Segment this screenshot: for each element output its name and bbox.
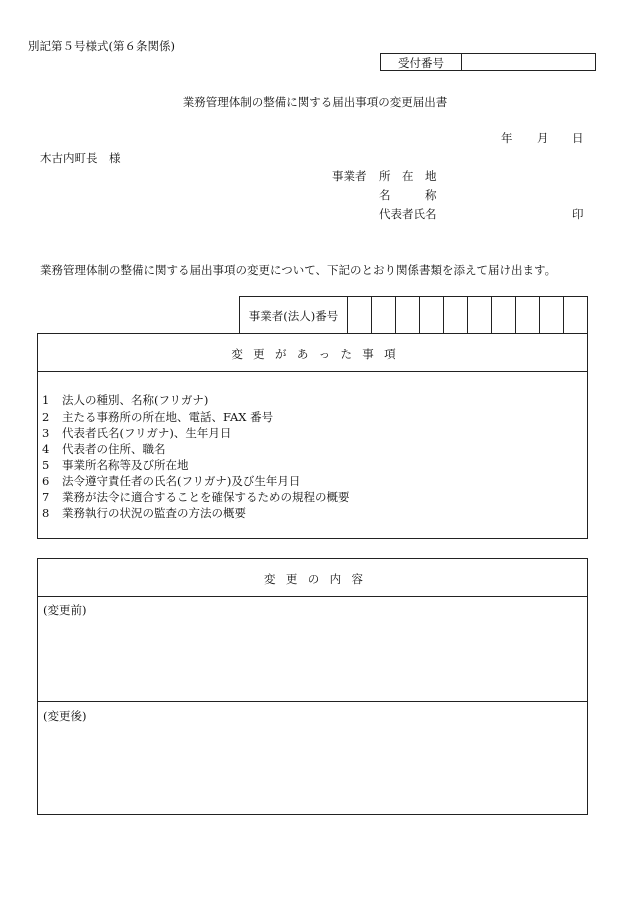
after-change-label: (変更後): [43, 709, 87, 723]
digit-cell[interactable]: [395, 297, 396, 333]
list-item: 3 代表者氏名(フリガナ)、生年月日: [42, 426, 232, 440]
seal-mark: 印: [572, 207, 584, 221]
digit-cell[interactable]: [563, 297, 564, 333]
name-label: 名 称: [379, 188, 437, 202]
business-number-row: [239, 296, 588, 334]
representative-label: 代表者氏名: [379, 207, 437, 221]
changed-items-header-box: [37, 333, 588, 372]
list-item: 7 業務が法令に適合することを確保するための規程の概要: [42, 490, 350, 504]
address-label: 所 在 地: [379, 169, 437, 183]
change-content-header-box: [37, 558, 588, 597]
list-item: 4 代表者の住所、職名: [42, 442, 166, 456]
receipt-number-box: [380, 53, 596, 71]
applicant-label: 事業者: [332, 169, 367, 183]
digit-cell[interactable]: [539, 297, 540, 333]
date-month: 月: [537, 131, 549, 145]
form-reference: 別記第５号様式(第６条関係): [28, 39, 175, 53]
date-year: 年: [501, 131, 513, 145]
before-change-box[interactable]: [37, 596, 588, 702]
receipt-number-label: 受付番号: [398, 56, 444, 70]
statement: 業務管理体制の整備に関する届出事項の変更について、下記のとおり関係書類を添えて届け出ます。: [40, 263, 557, 277]
business-number-label: 事業者(法人)番号: [248, 309, 339, 323]
change-content-header: 変更の内容: [264, 572, 374, 586]
list-item: 5 事業所名称等及び所在地: [42, 458, 189, 472]
list-item: 1 法人の種別、名称(フリガナ): [42, 393, 209, 407]
digit-cell[interactable]: [467, 297, 468, 333]
list-item: 2 主たる事務所の所在地、電話、FAX 番号: [42, 410, 274, 424]
digit-cell[interactable]: [371, 297, 372, 333]
before-change-label: (変更前): [43, 603, 87, 617]
date-day: 日: [572, 131, 584, 145]
digit-cell[interactable]: [419, 297, 420, 333]
after-change-box[interactable]: [37, 701, 588, 815]
list-item: 6 法令遵守責任者の氏名(フリガナ)及び生年月日: [42, 474, 301, 488]
digit-cell[interactable]: [443, 297, 444, 333]
receipt-divider: [461, 54, 462, 70]
digit-cell[interactable]: [515, 297, 516, 333]
document-title: 業務管理体制の整備に関する届出事項の変更届出書: [182, 95, 448, 109]
changed-items-header: 変更があった事項: [231, 347, 407, 361]
digit-cell[interactable]: [491, 297, 492, 333]
digit-cell[interactable]: [347, 297, 348, 333]
recipient: 木古内町長 様: [40, 151, 121, 165]
list-item: 8 業務執行の状況の監査の方法の概要: [42, 506, 246, 520]
